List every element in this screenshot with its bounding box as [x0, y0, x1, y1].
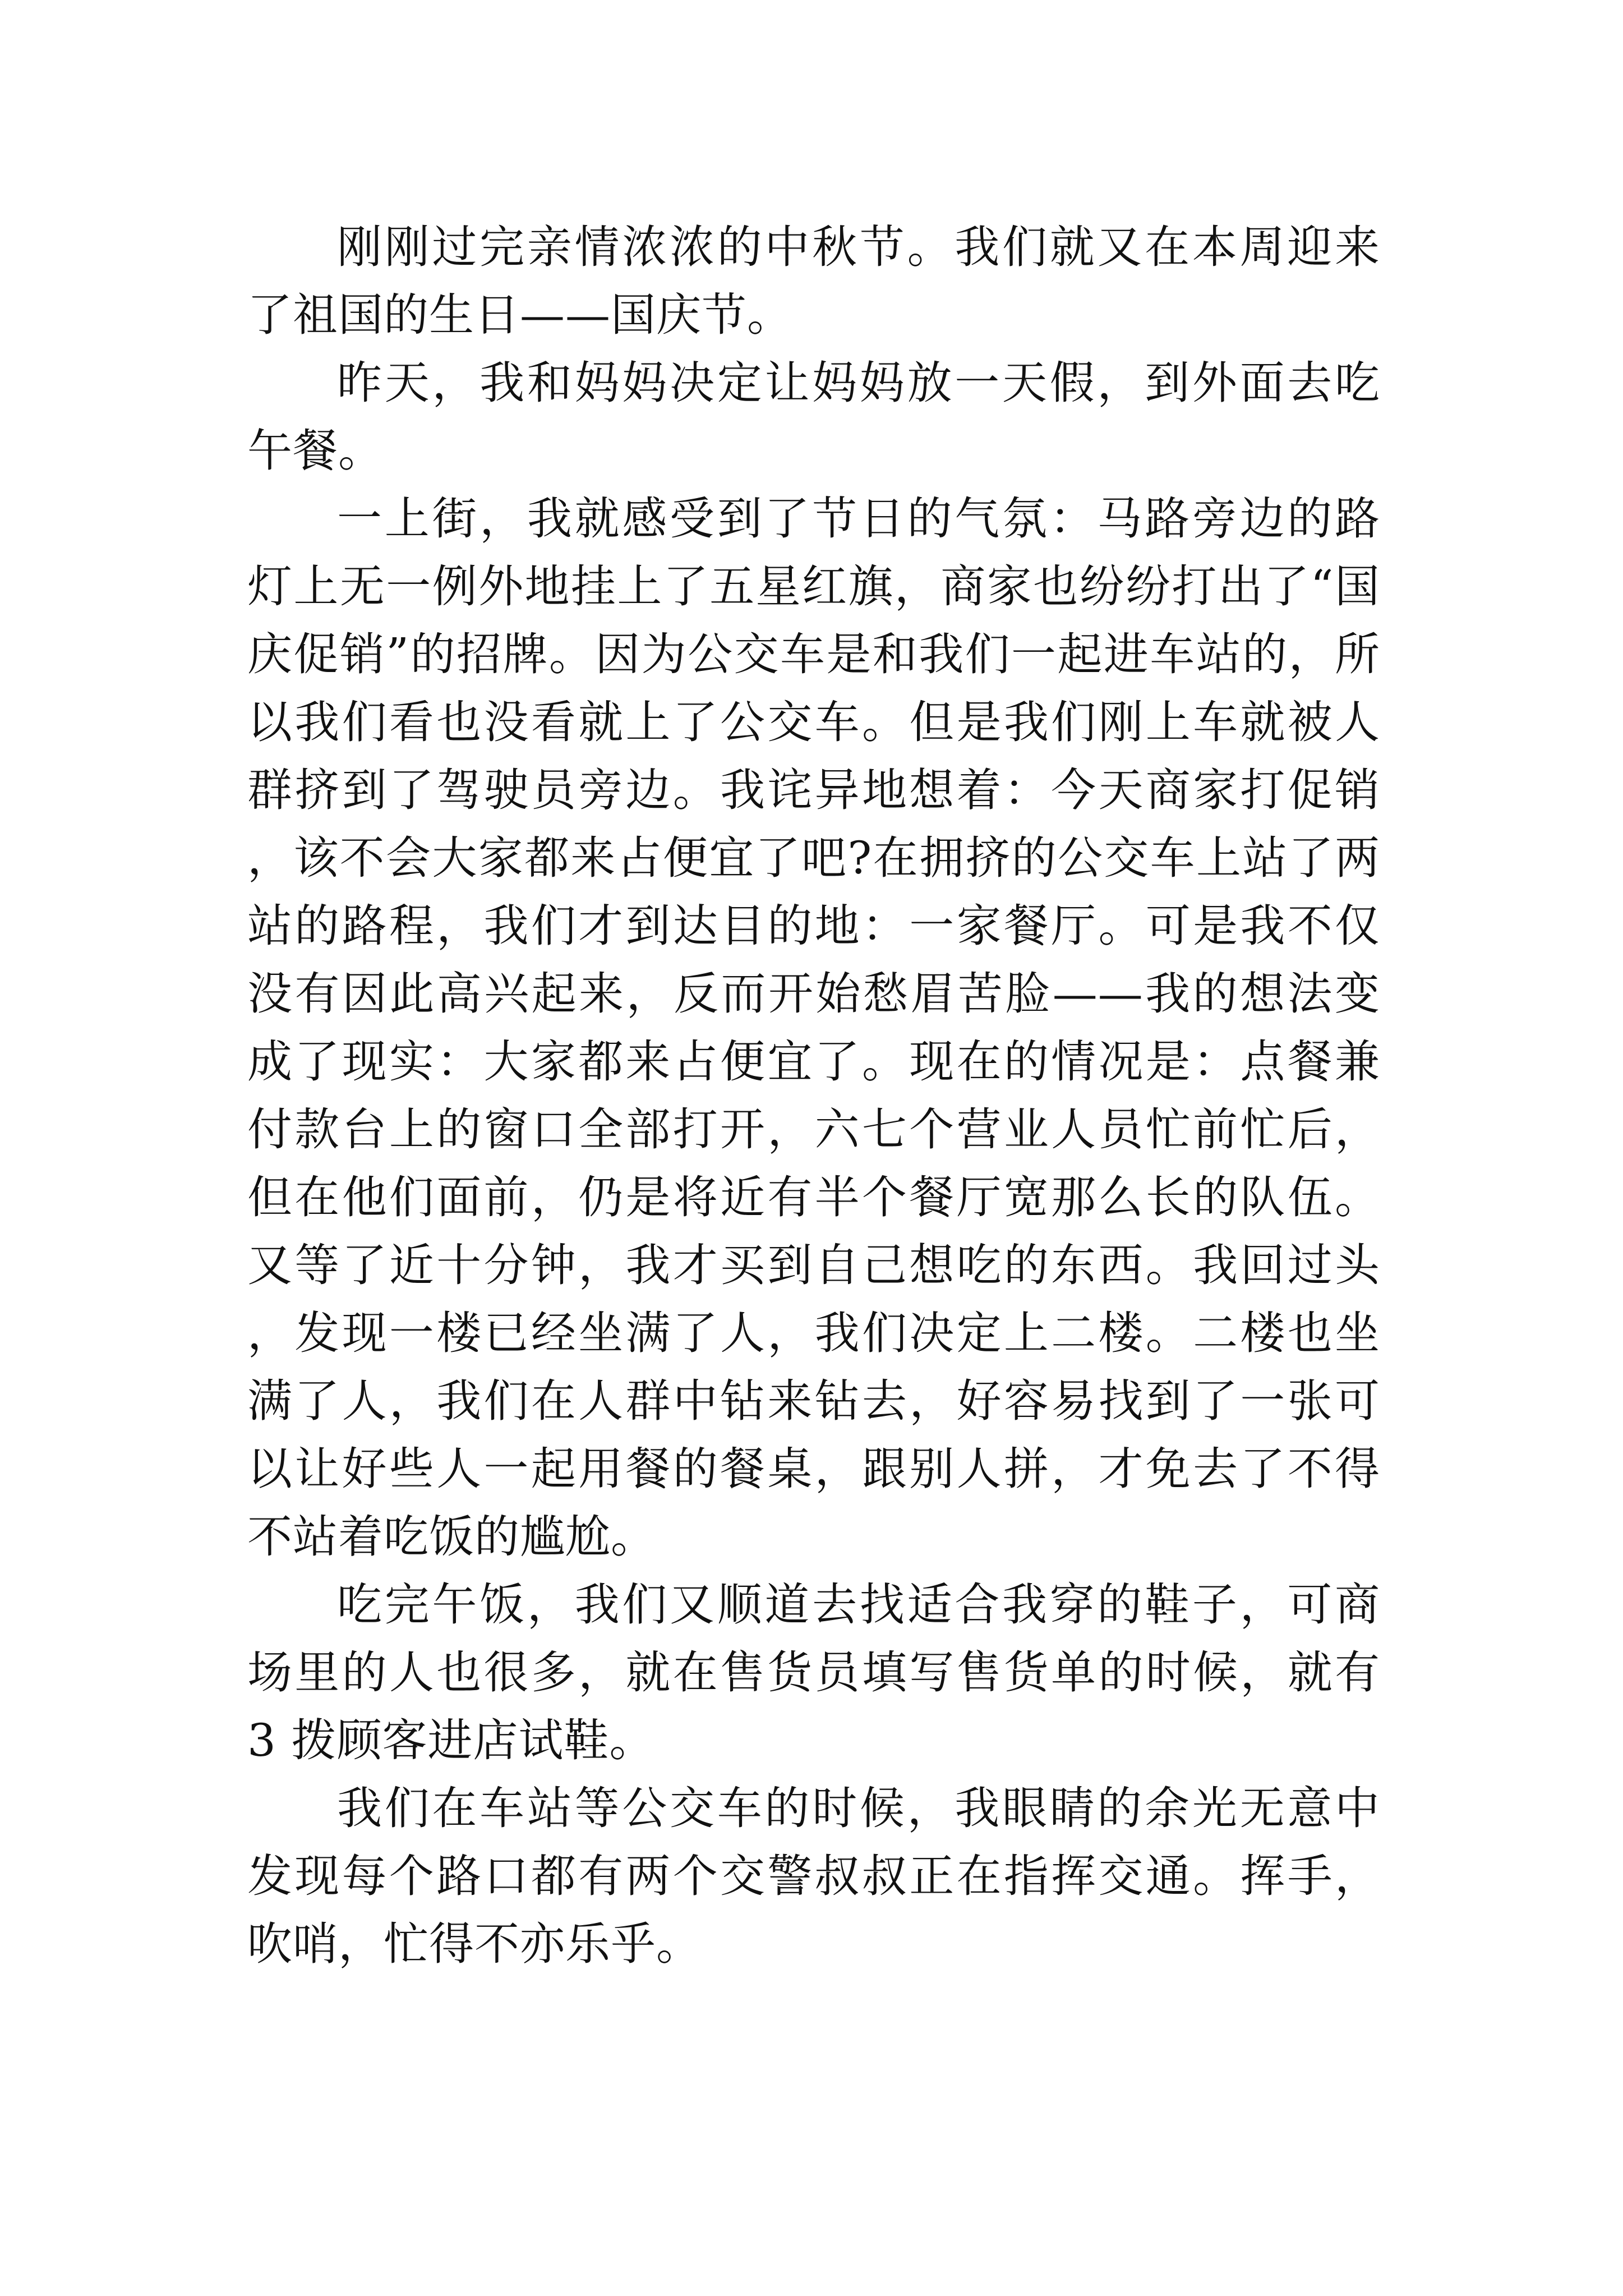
paragraph-traffic-police: 我们在车站等公交车的时候，我眼睛的余光无意中发现每个路口都有两个交警叔叔正在指挥交通。挥手，吹哨，忙得不亦乐乎。 [247, 1782, 1380, 1970]
paragraph-street-and-restaurant: 一上街，我就感受到了节日的气氛：马路旁边的路灯上无一例外地挂上了五星红旗，商家也纷纷打出了“国庆促销”的招牌。因为公交车是和我们一起进车站的，所以我们看也没看就上了公交车。但是我们刚上车就被人群挤到了驾驶员旁边。我诧异地想着：今天商家打促销，该不会大家都来占便宜了吧?在拥挤的公交车上站了两站的路程，我们才到达目的地：一家餐厅。可是我不仅没有因此高兴起来，反而开始愁眉苦脸——我的想法变成了现实：大家都来占便宜了。现在的情况是：点餐兼付款台上的窗口全部打开，六七个营业人员忙前忙后，但在他们面前，仍是将近有半个餐厅宽那么长的队伍。又等了近十分钟，我才买到自己想吃的东西。我回过头，发现一楼已经坐满了人，我们决定上二楼。二楼也坐满了人，我们在人群中钻来钻去，好容易找到了一张可以让好些人一起用餐的餐桌，跟别人拼，才免去了不得不站着吃饭的尴尬。 [247, 493, 1380, 1563]
paragraph-national-day-intro: 刚刚过完亲情浓浓的中秋节。我们就又在本周迎来了祖国的生日——国庆节。 [247, 221, 1380, 341]
paragraph-yesterday-lunch: 昨天，我和妈妈决定让妈妈放一天假，到外面去吃午餐。 [247, 357, 1380, 477]
paragraph-shoe-shopping: 吃完午饭，我们又顺道去找适合我穿的鞋子，可商场里的人也很多，就在售货员填写售货单的时候，就有 3 拨顾客进店试鞋。 [247, 1579, 1380, 1766]
document-body [247, 213, 1380, 1978]
